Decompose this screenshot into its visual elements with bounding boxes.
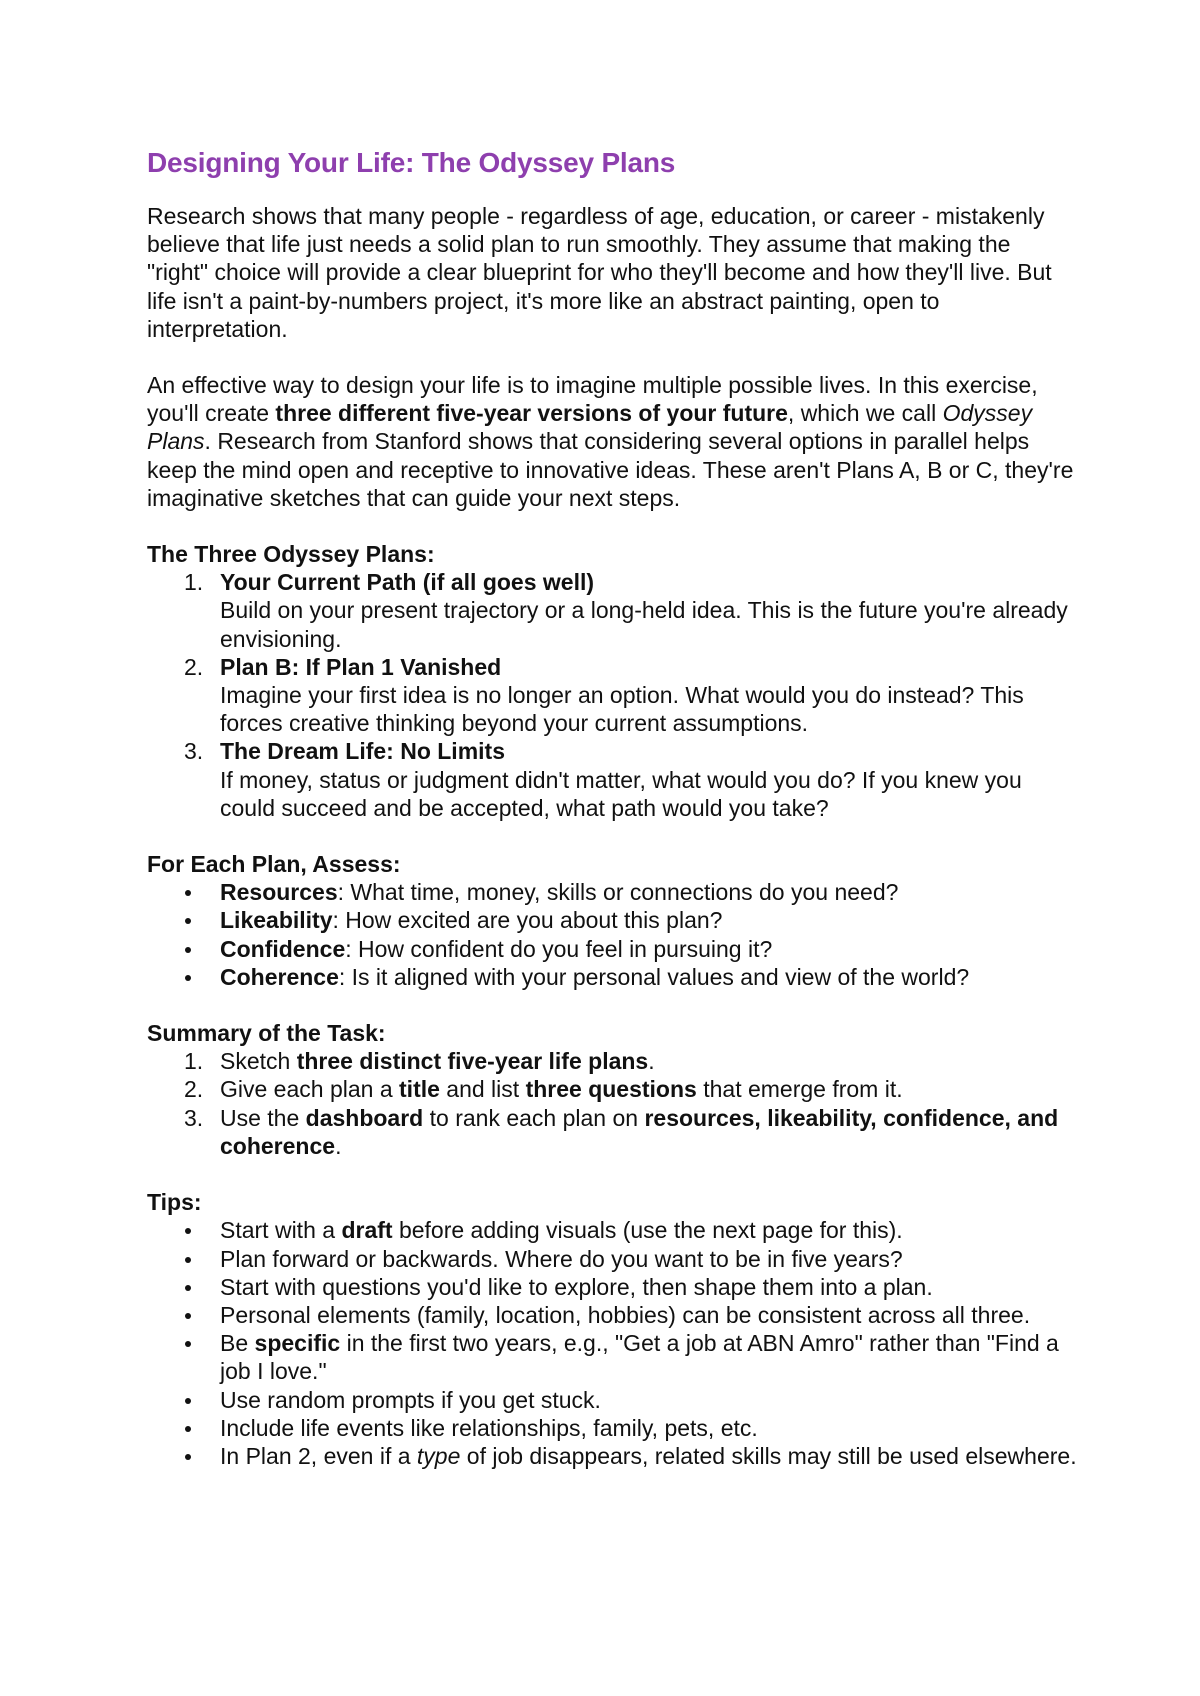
tip-text: Start with a [220,1217,342,1244]
bullet-icon [185,975,191,981]
summary-text: . [648,1048,655,1075]
tip-bold: draft [341,1217,393,1244]
tip-item [147,1301,1077,1329]
plan-description: If money, status or judgment didn't matter, what would you do? If you knew you could succeed and be accepted, what path would you take? [220,766,1022,821]
plan-description: Build on your present trajectory or a long-held idea. This is the future you're already envisioning. [220,597,1068,652]
intro-paragraph-2 [147,371,1077,512]
assess-term: Coherence [220,963,339,990]
list-number: 1. [184,1048,204,1075]
tip-text: Use random prompts if you get stuck. [220,1386,601,1413]
tip-item [147,1442,1077,1470]
tip-text: In Plan 2, even if a [220,1442,417,1469]
bullet-icon [185,1228,191,1234]
list-number: 2. [184,1076,204,1103]
intro2-text-2: , which we call [787,400,943,427]
summary-text: that emerge from it. [696,1076,903,1103]
assess-heading: For Each Plan, Assess: [147,851,401,878]
plans-list [147,568,1077,822]
summary-item [147,1104,1077,1160]
summary-item [147,1047,1077,1075]
tips-heading: Tips: [147,1189,202,1216]
summary-bold: dashboard [305,1104,424,1131]
tips-list [147,1216,1077,1470]
intro2-text-3: . Research from Stanford shows that considering several options in parallel helps keep the mind open and receptive to innovative ideas. These aren't Plans A, B or C, they're imaginative sketches that can guide your next steps. [147,428,1074,511]
bullet-icon [185,1454,191,1460]
summary-item [147,1075,1077,1103]
assess-term: Confidence [220,935,346,962]
document-title: Designing Your Life: The Odyssey Plans [147,147,676,178]
bullet-icon [185,1285,191,1291]
plan-title: The Dream Life: No Limits [220,738,505,765]
tip-bold: specific [254,1330,341,1357]
intro2-italic-1: Odyssey Plans [147,400,1033,455]
summary-bold: three distinct five-year life plans [296,1048,649,1075]
assess-text: : Is it aligned with your personal values and view of the world? [338,963,970,990]
tip-text: of job disappears, related skills may still be used elsewhere. [460,1442,1077,1469]
intro-paragraph-1: Research shows that many people - regardless of age, education, or career - mistakenly believe that life just needs a solid plan to run smoothly. They assume that making the "right" choice will provide a clear blueprint for who they'll become and how they'll live. But life isn't a paint-by-numbers project, it's more like an abstract painting, open to interpretation. [147,203,1052,342]
tip-text: Include life events like relationships, family, pets, etc. [220,1414,758,1441]
intro2-bold-1: three different five-year versions of your future [275,400,788,427]
tip-item [147,1216,1077,1244]
tip-italic: type [416,1442,461,1469]
bullet-icon [185,1426,191,1432]
plan-item [147,653,1077,738]
summary-text: . [335,1132,342,1159]
tip-text: Start with questions you'd like to explore, then shape them into a plan. [220,1273,933,1300]
plan-description: Imagine your first idea is no longer an option. What would you do instead? This forces creative thinking beyond your current assumptions. [220,682,1024,737]
bullet-icon [185,918,191,924]
summary-bold: title [399,1076,440,1103]
assess-item [147,906,1077,934]
summary-text: and list [439,1076,526,1103]
assess-text: : What time, money, skills or connections do you need? [337,879,899,906]
intro2-text-1: An effective way to design your life is to imagine multiple possible lives. In this exercise, you'll create [147,372,1038,427]
summary-heading: Summary of the Task: [147,1020,386,1047]
bullet-icon [185,1257,191,1263]
summary-bold: three questions [525,1076,697,1103]
document-page [147,143,1077,1470]
assess-term: Resources [220,879,338,906]
plans-heading: The Three Odyssey Plans: [147,541,435,568]
list-number: 2. [184,653,204,680]
tip-text: Personal elements (family, location, hobbies) can be consistent across all three. [220,1301,1031,1328]
tip-item [147,1245,1077,1273]
list-number: 3. [184,738,204,765]
summary-list [147,1047,1077,1160]
assess-text: : How confident do you feel in pursuing it? [345,935,773,962]
assess-item [147,878,1077,906]
summary-text: to rank each plan on [423,1104,645,1131]
tip-text: Be [220,1330,255,1357]
plan-title: Plan B: If Plan 1 Vanished [220,653,502,680]
assess-list [147,878,1077,991]
tip-text: before adding visuals (use the next page for this). [392,1217,903,1244]
tip-item [147,1386,1077,1414]
bullet-icon [185,1341,191,1347]
tip-item [147,1414,1077,1442]
summary-bold: resources, likeability, confidence, and coherence [220,1104,1059,1159]
assess-item [147,935,1077,963]
list-number: 3. [184,1104,204,1131]
list-number: 1. [184,569,204,596]
bullet-icon [185,947,191,953]
plan-item [147,568,1077,653]
plan-item [147,737,1077,822]
summary-text: Give each plan a [220,1076,400,1103]
summary-text: Use the [220,1104,306,1131]
bullet-icon [185,1398,191,1404]
assess-term: Likeability [220,907,333,934]
summary-text: Sketch [220,1048,297,1075]
tip-text: in the first two years, e.g., "Get a job at ABN Amro" rather than "Find a job I love." [220,1330,1059,1385]
bullet-icon [185,1313,191,1319]
assess-text: : How excited are you about this plan? [332,907,723,934]
bullet-icon [185,890,191,896]
plan-title: Your Current Path (if all goes well) [220,569,595,596]
assess-item [147,963,1077,991]
tip-item [147,1329,1077,1385]
tip-text: Plan forward or backwards. Where do you want to be in five years? [220,1245,903,1272]
tip-item [147,1273,1077,1301]
